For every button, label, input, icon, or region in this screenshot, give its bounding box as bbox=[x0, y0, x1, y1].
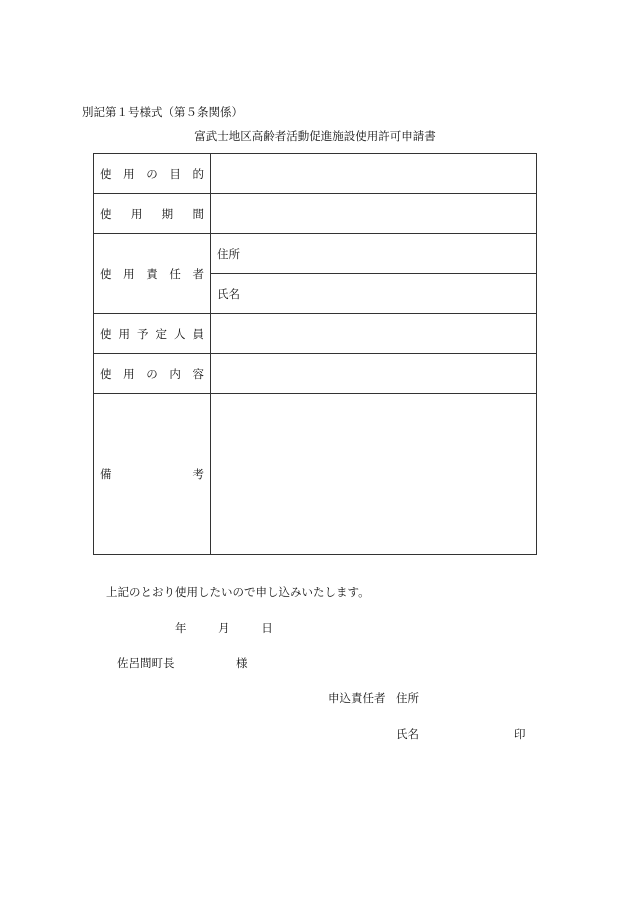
label-char: 期 bbox=[161, 206, 174, 221]
label-remarks bbox=[94, 394, 211, 555]
field-remarks[interactable] bbox=[211, 394, 537, 555]
label-text bbox=[94, 466, 210, 482]
label-char: 用 bbox=[118, 326, 130, 341]
label-char: の bbox=[146, 366, 158, 381]
label-char: 用 bbox=[130, 206, 143, 221]
label-char: 者 bbox=[192, 266, 204, 281]
label-char: 任 bbox=[169, 266, 181, 281]
label-char: 人 bbox=[174, 326, 186, 341]
table-row-content bbox=[94, 354, 537, 394]
label-purpose bbox=[94, 154, 211, 194]
field-persons[interactable] bbox=[211, 314, 537, 354]
field-period[interactable] bbox=[211, 194, 537, 234]
label-char: の bbox=[146, 166, 158, 181]
label-char: 用 bbox=[123, 166, 135, 181]
name-label: 氏名 bbox=[217, 286, 240, 301]
label-char: 定 bbox=[155, 326, 167, 341]
form-title: 富武士地区高齢者活動促進施設使用許可申請書 bbox=[194, 129, 436, 143]
address-label: 住所 bbox=[217, 246, 240, 261]
table-row-period bbox=[94, 194, 537, 234]
label-char: 使 bbox=[100, 366, 112, 381]
application-table bbox=[93, 153, 537, 555]
label-char: 員 bbox=[192, 326, 204, 341]
label-char: 責 bbox=[146, 266, 158, 281]
label-text bbox=[94, 366, 210, 382]
label-char: 使 bbox=[100, 206, 112, 221]
applicant-label: 申込責任者 bbox=[328, 691, 386, 705]
field-responsible-address[interactable] bbox=[211, 234, 537, 274]
label-text bbox=[94, 326, 210, 342]
month-label: 月 bbox=[218, 621, 230, 635]
label-char: 目 bbox=[169, 166, 181, 181]
field-responsible-name[interactable] bbox=[211, 274, 537, 314]
label-char: 備 bbox=[100, 467, 112, 481]
label-persons bbox=[94, 314, 211, 354]
statement: 上記のとおり使用したいので申し込みいたします。 bbox=[106, 585, 370, 599]
field-purpose[interactable] bbox=[211, 154, 537, 194]
label-char: 用 bbox=[123, 266, 135, 281]
addressee-name: 佐呂間町長 bbox=[117, 656, 175, 670]
label-char: 間 bbox=[192, 206, 204, 221]
field-content[interactable] bbox=[211, 354, 537, 394]
label-char: 使 bbox=[100, 266, 112, 281]
date-line bbox=[175, 620, 301, 636]
label-text bbox=[94, 166, 210, 182]
table-row-remarks bbox=[94, 394, 537, 555]
form-number: 別記第１号様式（第５条関係） bbox=[82, 105, 243, 119]
label-char: 容 bbox=[192, 366, 204, 381]
applicant-name-label: 氏名 bbox=[396, 727, 419, 741]
label-char: 使 bbox=[100, 166, 112, 181]
label-char: 考 bbox=[192, 467, 204, 481]
label-char: 使 bbox=[100, 326, 112, 341]
day-label: 日 bbox=[261, 621, 273, 635]
label-content bbox=[94, 354, 211, 394]
table-row-purpose bbox=[94, 154, 537, 194]
addressee-honorific: 様 bbox=[236, 656, 248, 670]
label-char: 予 bbox=[137, 326, 149, 341]
table-row-responsible-address bbox=[94, 234, 537, 274]
table-row-persons bbox=[94, 314, 537, 354]
label-period bbox=[94, 194, 211, 234]
label-char: 的 bbox=[192, 166, 204, 181]
label-text bbox=[94, 266, 210, 282]
label-text bbox=[94, 206, 210, 222]
label-char: 用 bbox=[123, 366, 135, 381]
applicant-address-label: 住所 bbox=[396, 691, 419, 705]
seal-mark: 印 bbox=[514, 727, 526, 741]
year-label: 年 bbox=[175, 621, 187, 635]
label-char: 内 bbox=[169, 366, 181, 381]
label-responsible bbox=[94, 234, 211, 314]
